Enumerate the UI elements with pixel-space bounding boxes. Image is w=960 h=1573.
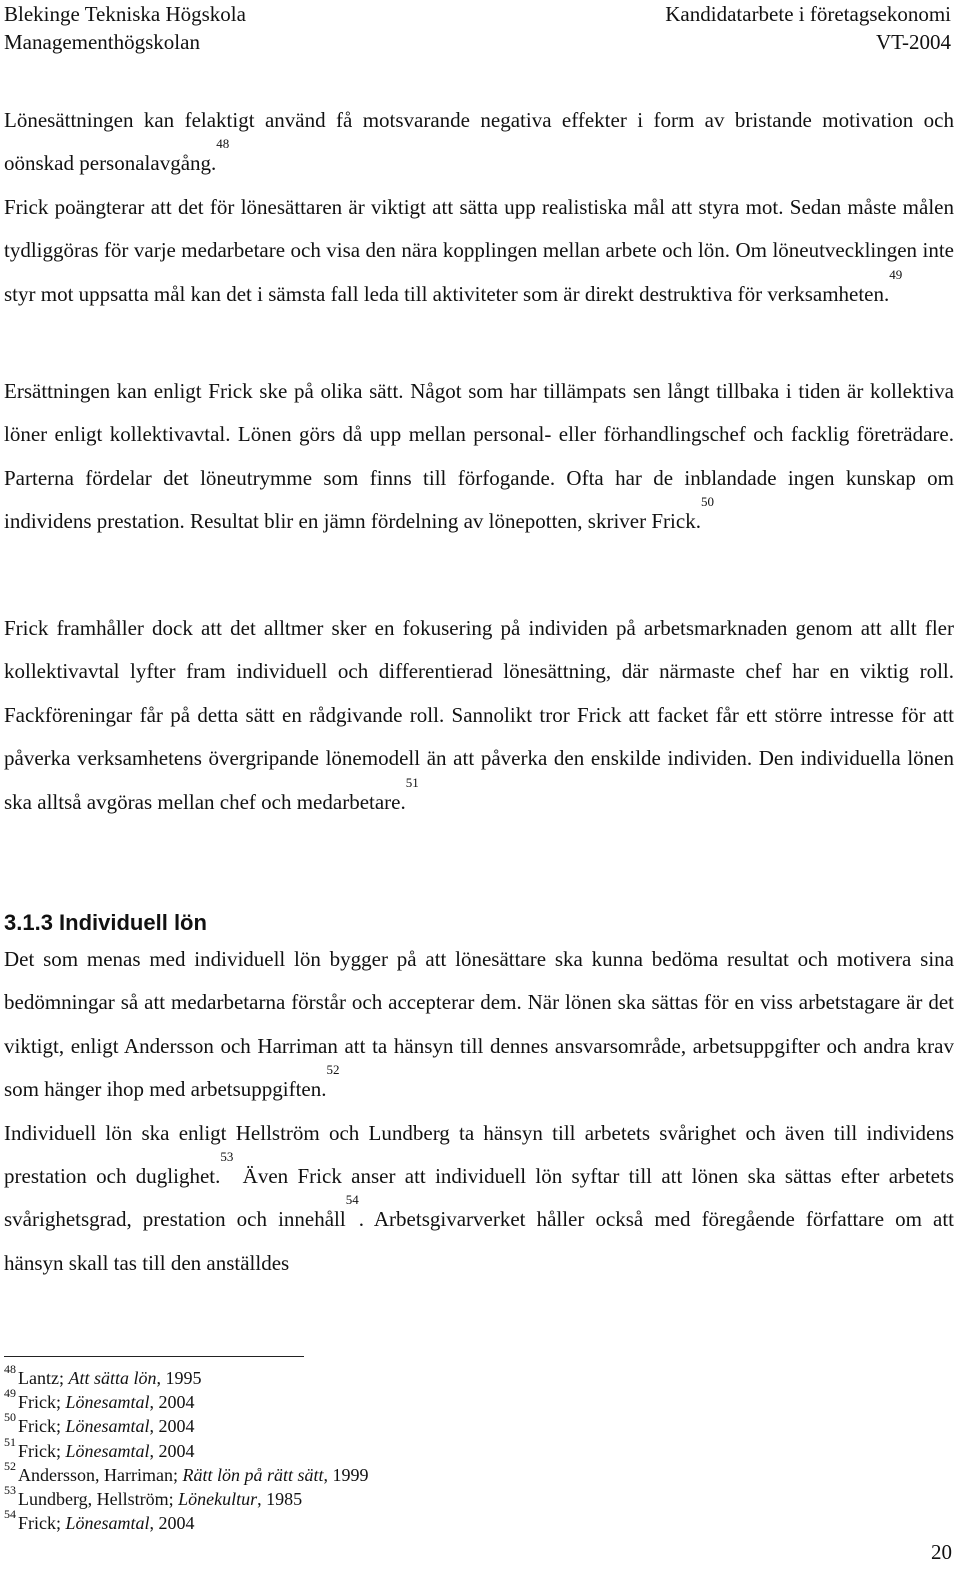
section-heading: 3.1.3 Individuell lön	[4, 910, 207, 935]
text-block-4	[4, 938, 954, 1285]
footnote-ref: 54	[345, 1192, 359, 1208]
text-block-2	[4, 370, 954, 544]
footnote: $^{50}$ Frick; Lönesamtal, 2004	[4, 1410, 195, 1437]
page-number: 20	[931, 1540, 952, 1564]
footnote: $^{49}$ Frick; Lönesamtal, 2004	[4, 1386, 195, 1413]
footnote-ref: 51	[405, 774, 419, 790]
footnote: $^{54}$ Frick; Lönesamtal, 2004	[4, 1507, 195, 1534]
paragraph: Det som menas med individuell lön bygger på att lönesättare ska kunna bedöma resultat och motivera sina bedömningar så att medarbetarna förstår och accepterar dem. När lönen ska sättas för en viss arbetstagare är det viktigt, enligt Andersson och Harriman att ta hänsyn till dennes ansvarsområde, arbetsuppgifter och andra krav som hänger ihop med arbetsuppgiften.$^{52}$	[4, 947, 954, 1102]
footnote-ref: 49	[889, 266, 903, 282]
paragraph: Frick poängterar att det för lönesättaren är viktigt att sätta upp realistiska mål att styra mot. Sedan måste målen tydliggöras för varje medarbetare och visa den nära kopplingen mellan arbete och lön. Om löneutvecklingen inte styr mot uppsatta mål kan det i sämsta fall leda till aktiviteter som är direkt destruktiva för verksamheten.$^{49}$	[4, 194, 954, 306]
paragraph: Ersättningen kan enligt Frick ske på olika sätt. Något som har tillämpats sen långt tillbaka i tiden är kollektiva löner enligt kollektivavtal. Lönen görs då upp mellan personal- eller förhandlingschef och facklig företrädare. Parterna fördelar det löneutrymme som finns till förfogande. Ofta har de inblandade ingen kunskap om individens prestation. Resultat blir en jämn fördelning av lönepotten, skriver Frick.$^{50}$	[4, 379, 954, 534]
page-header-left	[4, 0, 246, 56]
footnote-ref: 52	[326, 1062, 340, 1078]
text-block-3	[4, 607, 954, 824]
thesis-type: Kandidatarbete i företagsekonomi	[665, 2, 951, 26]
paragraph: Individuell lön ska enligt Hellström och Lundberg ta hänsyn till arbetets svårighet och även till individens prestation och duglighet.$^{53}$ Även Frick anser att individuell lön syftar till att lönen ska sättas efter arbetets svårighetsgrad, prestation och innehåll$^{54}$. Arbetsgivarverket håller också med föregående författare om att hänsyn skall tas till den anställdes	[4, 1120, 954, 1275]
footnote-ref: 53	[220, 1149, 234, 1165]
footnote-ref: 48	[216, 136, 230, 152]
footnote-separator	[4, 1356, 304, 1357]
institution-name: Blekinge Tekniska Högskola	[4, 2, 246, 26]
footnote-ref: 50	[700, 494, 714, 510]
footnote: $^{48}$ Lantz; Att sätta lön, 1995	[4, 1362, 202, 1388]
paragraph: Lönesättningen kan felaktigt använd få motsvarande negativa effekter i form av bristande motivation och oönskad personalavgång.$^{48}$	[4, 108, 954, 176]
page-header-right	[665, 0, 951, 56]
school-name: Managementhögskolan	[4, 30, 200, 54]
paragraph: Frick framhåller dock att det alltmer sker en fokusering på individen på arbetsmarknaden genom att allt fler kollektivavtal lyfter fram individuell och differentierad lönesättning, där närmaste chef har en viktig roll. Fackföreningar får på detta sätt en rådgivande roll. Sannolikt tror Frick att facket får ett större intresse för att påverka verksamhetens övergripande lönemodell än att påverka den enskilde individen. Den individuella lönen ska alltså avgöras mellan chef och medarbetare.$^{51}$	[4, 616, 954, 814]
footnote: $^{53}$ Lundberg, Hellström; Lönekultur, 1985	[4, 1483, 303, 1510]
text-block-1	[4, 99, 954, 316]
footnotes	[4, 1362, 369, 1535]
term: VT-2004	[875, 30, 951, 54]
footnote: $^{52}$ Andersson, Harriman; Rätt lön på rätt sätt, 1999	[4, 1458, 369, 1485]
footnote: $^{51}$ Frick; Lönesamtal, 2004	[4, 1434, 195, 1461]
